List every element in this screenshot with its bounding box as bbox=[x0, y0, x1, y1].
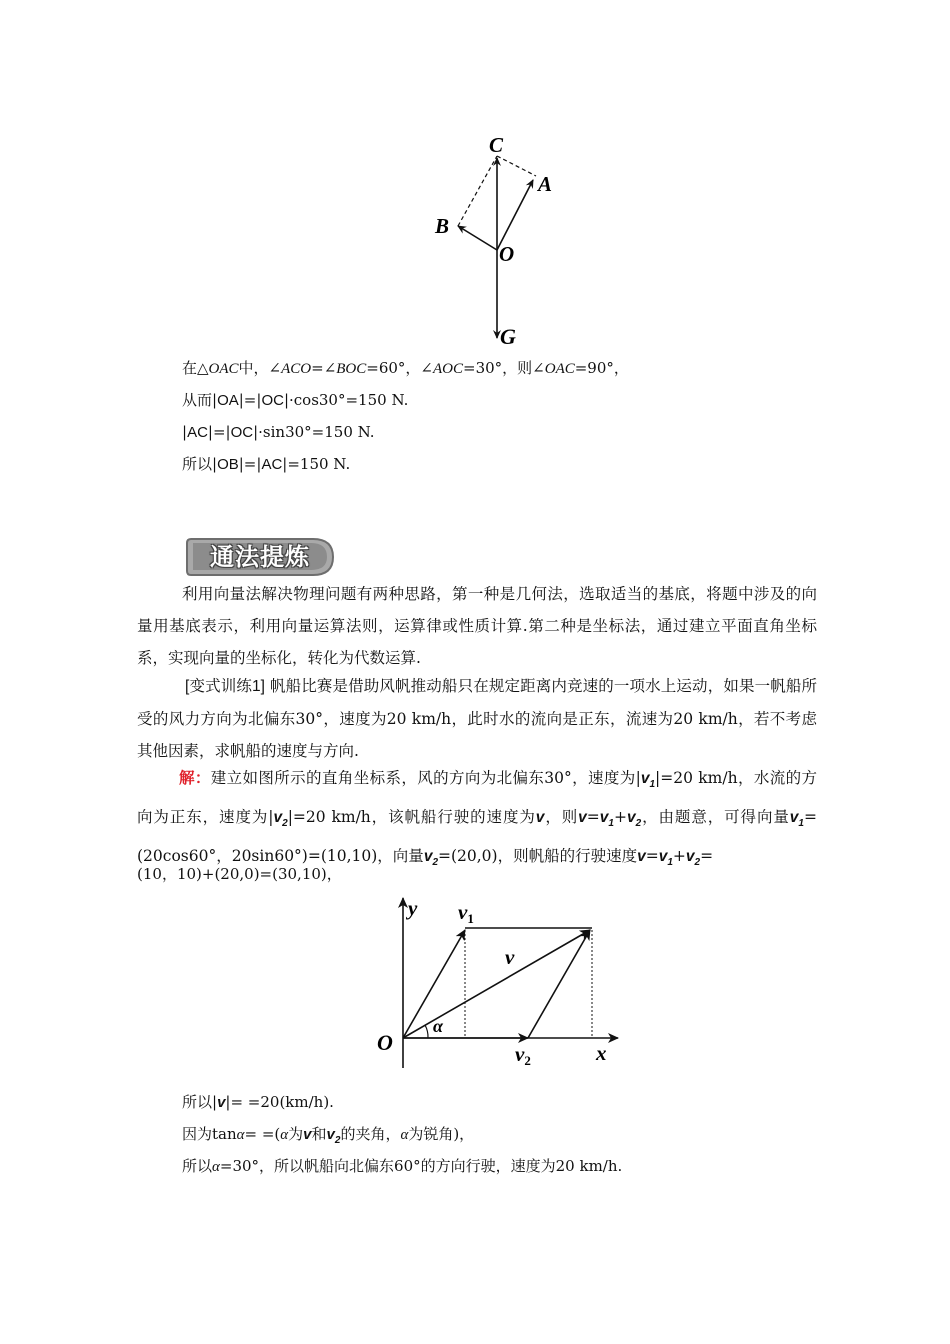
vector-oa bbox=[497, 180, 533, 250]
conclusion-line3: 所以α=30°，所以帆船向北偏东60°的方向行驶，速度为20 km/h. bbox=[182, 1157, 623, 1175]
conclusion-line2: 因为tanα= =(α为v和$v_2$的夹角，α为锐角)， bbox=[182, 1125, 475, 1146]
label-b: B bbox=[435, 214, 450, 238]
dashed-bc bbox=[458, 156, 497, 226]
exercise-text: 帆船比赛是借助风帆推动船只在规定距离内竞速的一项水上运动，如果一帆船所受的风力方向为北偏东30°，速度为20 km/h，此时水的流向是正东，流速为20 km/h，若不考虑其他因素，求帆船的速度与方向. bbox=[137, 677, 817, 760]
exercise-tag: [变式训练1] bbox=[185, 678, 265, 695]
method-paragraph: 利用向量法解决物理问题有两种思路，第一种是几何法，选取适当的基底，将题中涉及的向量用基底表示，利用向量运算法则，运算律或性质计算.第二种是坐标法，通过建立平面直角坐标系，实现向量的坐标化，转化为代数运算. bbox=[137, 585, 817, 667]
label-c: C bbox=[489, 133, 504, 157]
label-v2: v2 bbox=[515, 1042, 531, 1068]
vector-ob bbox=[458, 226, 497, 250]
velocity-diagram bbox=[370, 890, 630, 1080]
label-o: O bbox=[377, 1030, 393, 1055]
method-banner bbox=[185, 537, 335, 577]
conclusion-line1: 所以|v|= =20(km/h). bbox=[182, 1093, 334, 1111]
label-v1: v1 bbox=[458, 900, 474, 926]
label-y: y bbox=[408, 896, 418, 920]
label-o: O bbox=[499, 242, 515, 266]
force-diagram bbox=[420, 128, 553, 349]
solution1-line4: 所以|OB|=|AC|=150 N. bbox=[182, 455, 351, 473]
label-alpha: α bbox=[433, 1016, 443, 1036]
banner-title: 通法提炼 bbox=[210, 543, 310, 571]
solution1-line1: 在△OAC中，∠ACO=∠BOC=60°，∠AOC=30°，则∠OAC=90°， bbox=[182, 359, 629, 377]
solution-label: 解： bbox=[179, 768, 211, 787]
solution1-line2: 从而|OA|=|OC|·cos30°=150 N. bbox=[182, 391, 409, 409]
solution2-line4: (10，10)+(20,0)=(30,10)， bbox=[137, 865, 342, 883]
angle-arc bbox=[425, 1025, 428, 1038]
solution2-paragraph: 解：建立如图所示的直角坐标系，风的方向为北偏东30°，速度为$|v_1|=20$ km/h，水流的方向为正东，速度为$|v_2|=20$ km/h，该帆船行驶的速度为v，则$v=v_1+v_2$，由题意，可得向量$v_1=(20\cos 60^\circ$，20sin60°)=(10,10)，向量$v_2=(20,0)$，则帆船的行驶速度$v=v_1+v_2=$ bbox=[137, 768, 817, 869]
side-v2-to-v bbox=[528, 930, 590, 1038]
exercise-paragraph bbox=[137, 670, 817, 767]
dashed-ca bbox=[497, 156, 536, 176]
solution1-line3: |AC|=|OC|·sin30°=150 N. bbox=[182, 423, 375, 441]
vector-v bbox=[403, 930, 590, 1038]
label-v: v bbox=[505, 945, 515, 969]
label-x: x bbox=[596, 1041, 607, 1065]
label-g: G bbox=[500, 324, 516, 349]
label-a: A bbox=[538, 172, 553, 196]
